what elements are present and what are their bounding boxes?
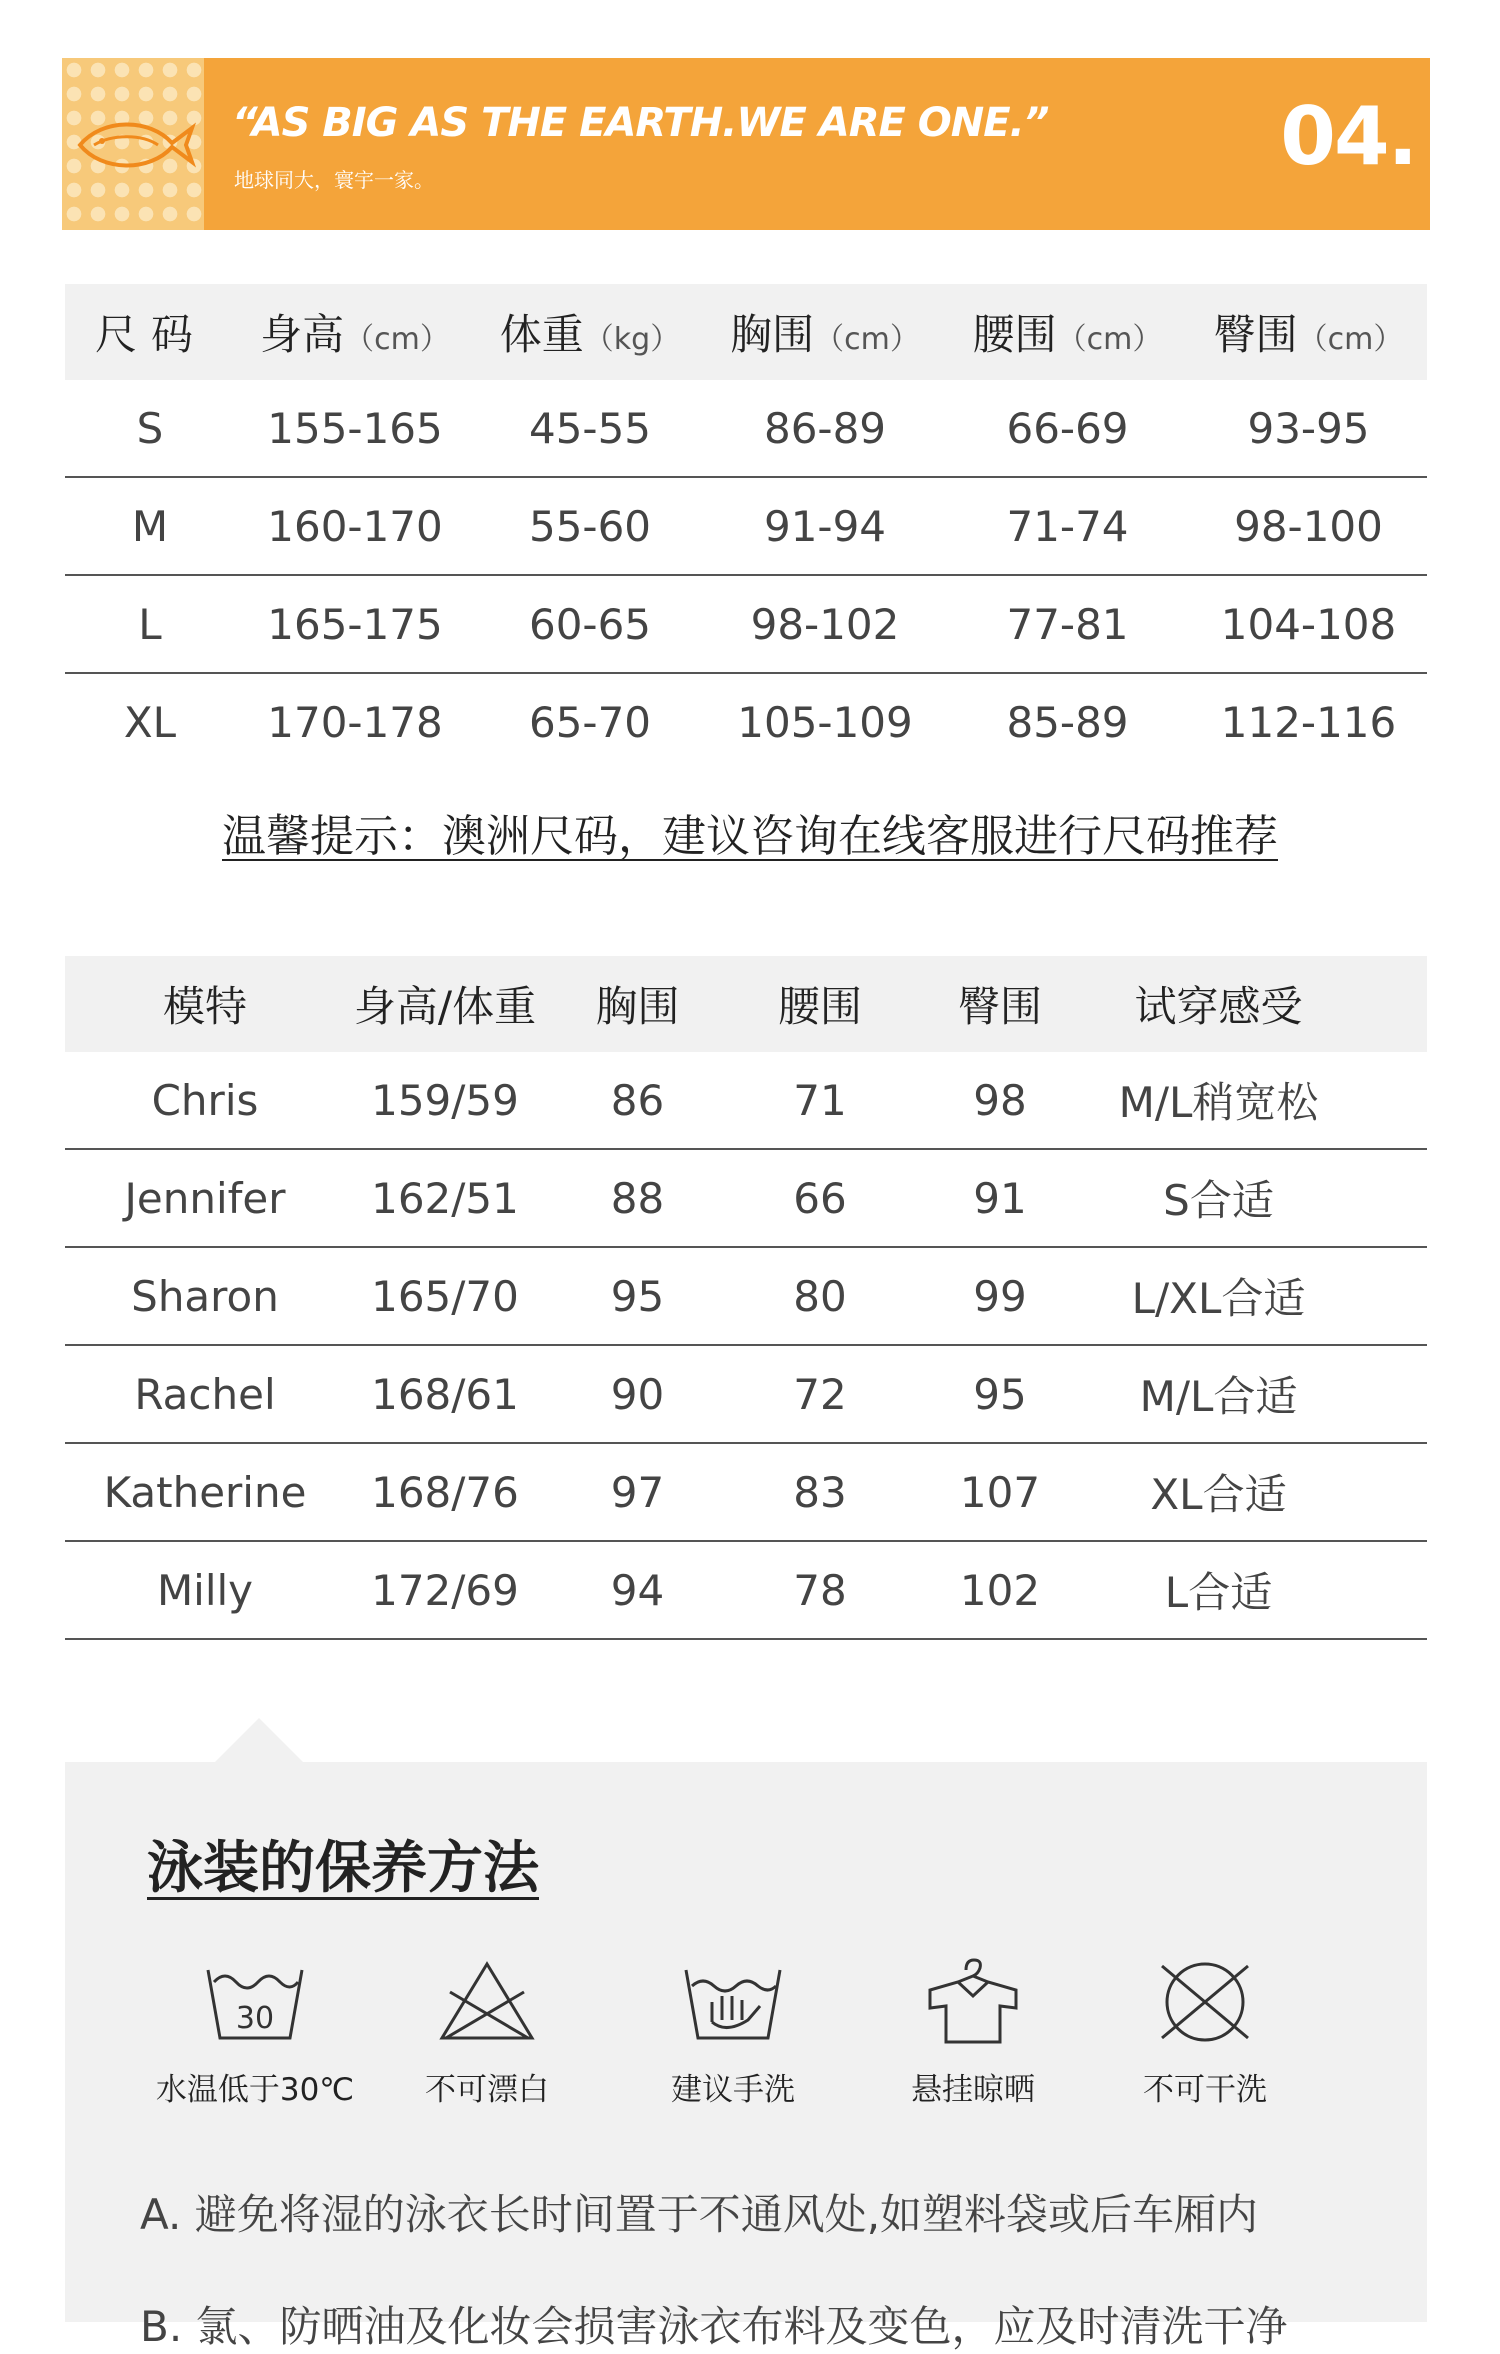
section-number: 04.: [1280, 90, 1416, 183]
table-cell: 165-175: [267, 599, 443, 649]
header-cell: 腰围（cm）: [972, 310, 1163, 359]
hang-dry-icon: [918, 1956, 1028, 2046]
table-cell: 90: [610, 1369, 665, 1419]
table-cell: L: [138, 599, 162, 649]
table-cell: 91-94: [763, 501, 887, 551]
table-cell: M/L稍宽松: [1118, 1078, 1319, 1127]
table-cell: 94: [610, 1565, 665, 1615]
table-cell: 45-55: [528, 403, 652, 453]
care-label: 水温低于30℃: [155, 2072, 355, 2108]
banner: [62, 58, 1430, 230]
care-label: 不可漂白: [425, 2072, 549, 2108]
care-note-a: A. 避免将湿的泳衣长时间置于不通风处,如塑料袋或后车厢内: [140, 2190, 1259, 2239]
care-item-bleach: [377, 1956, 597, 2109]
table-cell: 98-102: [750, 599, 900, 649]
table-cell: 104-108: [1220, 599, 1397, 649]
table-cell: 168/61: [371, 1369, 519, 1419]
fish-logo-icon: [72, 110, 196, 180]
header-cell: 腰围: [777, 982, 862, 1031]
care-label: 不可干洗: [1143, 2072, 1267, 2108]
table-cell: 83: [793, 1467, 847, 1517]
table-cell: 155-165: [267, 403, 443, 453]
header-cell: 臀围（cm）: [1213, 310, 1404, 359]
table-cell: 160-170: [267, 501, 443, 551]
care-label: 建议手洗: [671, 2072, 795, 2108]
table-cell: 86-89: [763, 403, 887, 453]
table-cell: 165/70: [371, 1271, 519, 1321]
table-cell: 98-100: [1234, 501, 1383, 551]
table-cell: 97: [610, 1467, 665, 1517]
header-cell: 模特: [162, 982, 247, 1031]
table-row: [65, 380, 1427, 478]
table-cell: XL: [123, 697, 177, 747]
table-cell: Chris: [151, 1075, 259, 1125]
svg-text:30: 30: [235, 2001, 275, 2036]
banner-subtitle: 地球同大，寰宇一家。: [234, 168, 434, 192]
table-row: [65, 1444, 1427, 1542]
no-bleach-icon: [432, 1956, 542, 2046]
table-cell: M/L合适: [1139, 1372, 1298, 1421]
table-cell: Sharon: [131, 1271, 279, 1321]
table-cell: 78: [793, 1565, 847, 1615]
table-cell: 107: [959, 1467, 1041, 1517]
table-cell: 105-109: [737, 697, 913, 747]
table-cell: 98: [973, 1075, 1027, 1125]
table-cell: S: [136, 403, 164, 453]
banner-slogan: “AS BIG AS THE EARTH.WE ARE ONE.”: [232, 100, 1049, 146]
table-row: [65, 674, 1427, 770]
table-cell: 71: [793, 1075, 847, 1125]
care-item-handwash: [623, 1956, 843, 2109]
table-cell: 85-89: [1006, 697, 1129, 747]
header-cell: 胸围（cm）: [730, 310, 920, 359]
size-table: [65, 284, 1427, 770]
care-title: 泳装的保养方法: [147, 1836, 539, 1901]
table-cell: 93-95: [1247, 403, 1370, 453]
table-cell: 99: [973, 1271, 1027, 1321]
table-cell: 102: [959, 1565, 1041, 1615]
care-item-dryclean: [1095, 1956, 1315, 2109]
table-cell: 91: [973, 1173, 1027, 1223]
header-cell: 体重（kg）: [499, 310, 681, 359]
table-cell: 172/69: [371, 1565, 519, 1615]
model-table: [65, 956, 1427, 1640]
table-cell: 60-65: [528, 599, 652, 649]
table-cell: 170-178: [267, 697, 443, 747]
hand-wash-icon: [678, 1956, 788, 2046]
header-cell: 身高/体重: [353, 982, 537, 1031]
table-cell: 66: [793, 1173, 847, 1223]
care-notch: [215, 1718, 303, 1762]
table-cell: S合适: [1163, 1176, 1274, 1225]
care-section: [65, 1762, 1427, 2351]
table-cell: Katherine: [103, 1467, 307, 1517]
table-cell: 159/59: [371, 1075, 519, 1125]
table-cell: L/XL合适: [1131, 1274, 1306, 1323]
table-row: [65, 1346, 1427, 1444]
table-cell: 55-60: [528, 501, 652, 551]
header-cell: 尺码: [95, 310, 208, 359]
table-row: [65, 576, 1427, 674]
table-cell: 71-74: [1006, 501, 1129, 551]
care-item-wash: [145, 1956, 365, 2109]
model-table-header: [65, 956, 1427, 1052]
table-row: [65, 1248, 1427, 1346]
table-cell: 80: [793, 1271, 847, 1321]
table-cell: 66-69: [1006, 403, 1129, 453]
table-cell: 65-70: [528, 697, 652, 747]
no-dry-clean-icon: [1150, 1956, 1260, 2046]
table-cell: M: [131, 501, 169, 551]
table-cell: 88: [610, 1173, 665, 1223]
care-item-hang: [863, 1956, 1083, 2109]
table-cell: Milly: [156, 1565, 254, 1615]
table-row: [65, 1542, 1427, 1640]
header-cell: 臀围: [957, 982, 1042, 1031]
table-cell: Rachel: [134, 1369, 276, 1419]
care-note-b: B. 氯、防晒油及化妆会损害泳衣布料及变色，应及时清洗干净: [140, 2302, 1288, 2351]
table-cell: 95: [610, 1271, 665, 1321]
care-label: 悬挂晾晒: [911, 2072, 1035, 2108]
wash-30-icon: [200, 1956, 310, 2046]
table-cell: 77-81: [1006, 599, 1129, 649]
table-cell: 72: [793, 1369, 847, 1419]
header-cell: 胸围: [595, 982, 680, 1031]
size-tip: 温馨提示：澳洲尺码，建议咨询在线客服进行尺码推荐: [222, 811, 1278, 862]
size-table-header: [65, 284, 1427, 380]
header-cell: 试穿感受: [1134, 982, 1303, 1031]
table-cell: 95: [973, 1369, 1027, 1419]
table-row: [65, 478, 1427, 576]
table-cell: 112-116: [1220, 697, 1397, 747]
table-row: [65, 1150, 1427, 1248]
table-cell: XL合适: [1150, 1470, 1287, 1519]
table-cell: 168/76: [371, 1467, 519, 1517]
table-cell: Jennifer: [124, 1173, 286, 1223]
header-cell: 身高（cm）: [260, 310, 450, 359]
table-cell: 86: [610, 1075, 665, 1125]
table-cell: 162/51: [371, 1173, 519, 1223]
table-cell: L合适: [1164, 1568, 1273, 1617]
table-row: [65, 1052, 1427, 1150]
